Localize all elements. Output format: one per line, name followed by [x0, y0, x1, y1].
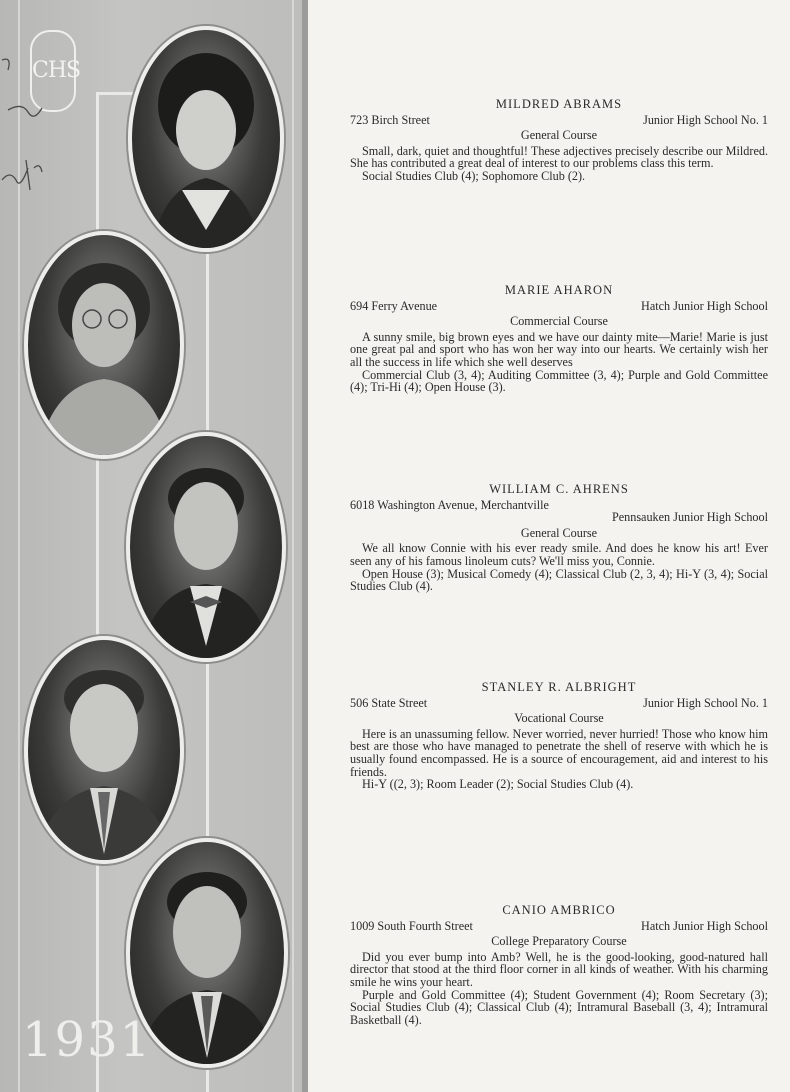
student-bio: Small, dark, quiet and thoughtful! These adjectives precisely describe our Mildred. She has contributed a great deal of interest to our problems class this term.: [350, 143, 768, 171]
student-course: General Course: [520, 525, 598, 540]
student-bio: Did you ever bump into Amb? Well, he is the good-looking, good-natured hall director that stood at the third floor corner in all kinds of weather. With his charming smile he wins your heart.: [350, 949, 768, 989]
student-name: MARIE AHARON: [504, 283, 614, 297]
address-row: [350, 697, 768, 710]
student-course: Vocational Course: [514, 711, 604, 726]
handwritten-scribble: [0, 50, 70, 220]
address-row: [350, 114, 768, 127]
student-activities: Hi-Y ((2, 3); Room Leader (2); Social Studies Club (4).: [362, 777, 634, 792]
portrait-figure-icon: [130, 436, 282, 658]
student-entry: [350, 904, 768, 1026]
student-address: 6018 Washington Avenue, Merchantville: [350, 497, 549, 512]
student-course: Commercial Course: [510, 314, 608, 329]
student-name: MILDRED ABRAMS: [495, 97, 623, 111]
student-name: WILLIAM C. AHRENS: [489, 482, 629, 496]
portrait-stanley-albright: [24, 636, 184, 864]
photo-strip: [0, 0, 308, 1092]
portrait-marie-aharon: [24, 231, 184, 459]
portrait-figure-icon: [130, 842, 284, 1064]
student-bio: A sunny smile, big brown eyes and we have our dainty mite—Marie! Marie is just one great pal and sport who has won her way into our hearts. We certainly wish her all the success in life which she well deserves: [350, 329, 768, 369]
class-year: 1931: [22, 1012, 153, 1068]
student-name: STANLEY R. ALBRIGHT: [481, 680, 637, 694]
address-row: [350, 300, 768, 313]
student-bio: Here is an unassuming fellow. Never worried, never hurried! Those who know him best are those who have managed to penetrate the shell of reserve with which he is usually found encompassed. He is a source of encouragement, aid and interest to his friends.: [350, 726, 768, 779]
student-entry: [350, 284, 768, 394]
portrait-figure-icon: [28, 640, 180, 860]
decorative-rail: [292, 0, 294, 1092]
student-activities: Social Studies Club (4); Sophomore Club (2).: [362, 168, 586, 183]
student-address: 694 Ferry Avenue: [350, 298, 438, 313]
address-row: [350, 499, 768, 524]
strip-edge: [302, 0, 308, 1092]
student-address: 723 Birch Street: [350, 112, 430, 127]
student-school: Junior High School No. 1: [643, 112, 768, 127]
student-activities: Purple and Gold Committee (4); Student Government (4); Room Secretary (3); Social Studies Club (4); Classical Club (4); Intramural Baseball (3, 4); Intramural Basketball (4).: [350, 987, 768, 1027]
monogram-text: CHS: [32, 58, 81, 83]
portrait-mildred-abrams: [128, 26, 284, 252]
student-course: General Course: [520, 128, 598, 143]
student-bio: We all know Connie with his ever ready smile. And does he know his art! Ever seen any of his famous linoleum cuts? We'll miss you, Connie.: [350, 541, 768, 568]
address-row: [350, 920, 768, 933]
portrait-william-ahrens: [126, 432, 286, 662]
student-name: CANIO AMBRICO: [502, 903, 616, 917]
student-address: 506 State Street: [350, 695, 428, 710]
student-course: College Preparatory Course: [491, 934, 627, 949]
student-activities: Commercial Club (3, 4); Auditing Committee (3, 4); Purple and Gold Committee (4); Tri-Hi (4); Open House (3).: [350, 367, 768, 395]
student-address: 1009 South Fourth Street: [350, 918, 473, 933]
student-school: Junior High School No. 1: [643, 695, 768, 710]
student-activities: Open House (3); Musical Comedy (4); Classical Club (2, 3, 4); Hi-Y (3, 4); Social Studies Club (4).: [350, 566, 768, 594]
student-school: Hatch Junior High School: [641, 918, 768, 933]
portrait-figure-icon: [28, 235, 180, 455]
portrait-figure-icon: [132, 30, 280, 248]
student-entry: [350, 483, 768, 593]
student-entry: [350, 681, 768, 791]
student-entry: [350, 98, 768, 183]
student-school: Pennsauken Junior High School: [611, 510, 768, 525]
student-school: Hatch Junior High School: [641, 298, 768, 313]
